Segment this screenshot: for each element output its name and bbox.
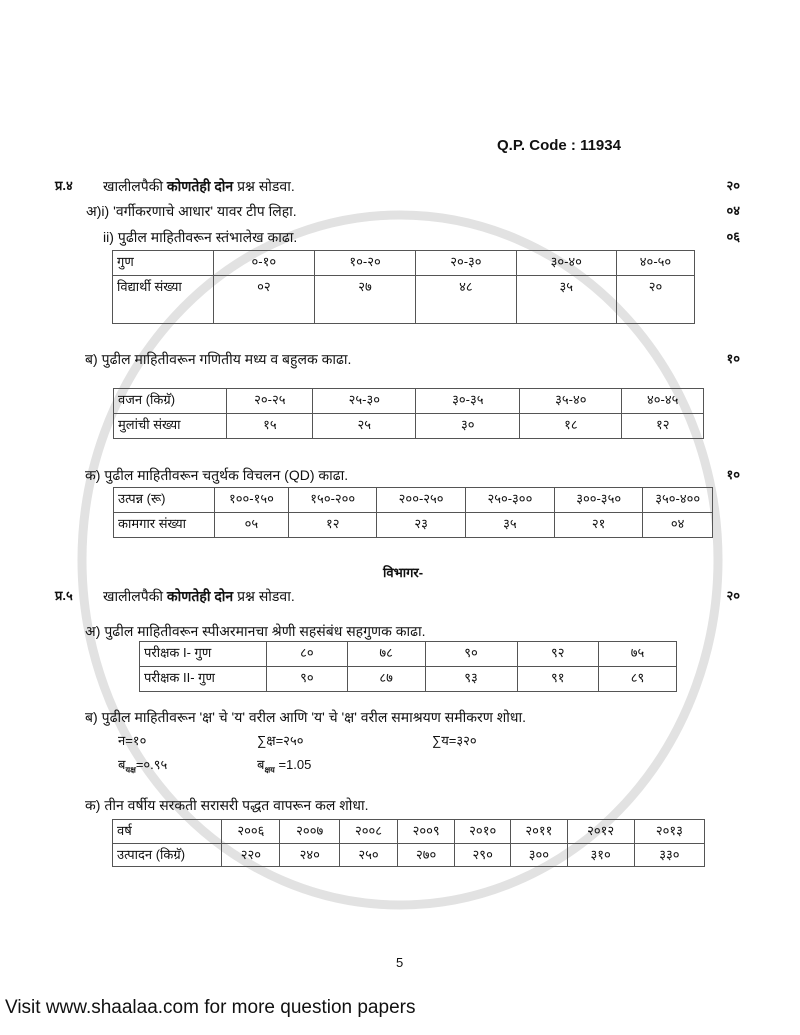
table-cell: ७५ bbox=[599, 642, 677, 667]
coef-val: =०.९५ bbox=[135, 757, 168, 772]
sum-x-value: ∑क्ष=२५० bbox=[257, 733, 304, 748]
table-cell: ३०० bbox=[511, 844, 568, 867]
table-row bbox=[113, 276, 695, 324]
table-row bbox=[140, 667, 677, 692]
table-cell: ८९ bbox=[599, 667, 677, 692]
table-cell: १५ bbox=[227, 414, 313, 439]
table-cell: ९३ bbox=[425, 667, 517, 692]
table-cell: २००६ bbox=[222, 820, 280, 844]
weight-children-table bbox=[113, 388, 704, 439]
q5-c-text: तीन वर्षीय सरकती सरासरी पद्धत वापरून कल शोधा. bbox=[104, 797, 369, 813]
q4-a-i-label: अ)i) bbox=[86, 203, 110, 219]
instruction-bold: कोणतेही दोन bbox=[166, 178, 234, 194]
table-cell: १५०-२०० bbox=[289, 488, 377, 513]
table-cell: ३१० bbox=[567, 844, 634, 867]
table-cell: २५-३० bbox=[313, 389, 416, 414]
row-header-cell: मुलांची संख्या bbox=[114, 414, 227, 439]
q5-a-text: पुढील माहितीवरून स्पीअरमानचा श्रेणी सहसंबंध सहगुणक काढा. bbox=[104, 623, 426, 639]
table-cell: ९० bbox=[267, 667, 348, 692]
table-cell: २५०-३०० bbox=[465, 488, 554, 513]
section-title: विभागर- bbox=[383, 565, 424, 580]
table-cell: ३५०-४०० bbox=[643, 488, 713, 513]
q4-a-ii-label: ii) bbox=[103, 229, 114, 245]
coef-base: ब bbox=[257, 757, 265, 772]
row-header-cell: परीक्षक II- गुण bbox=[140, 667, 267, 692]
table-cell: ३००-३५० bbox=[554, 488, 642, 513]
q4-b-label: ब) bbox=[85, 351, 98, 367]
instruction-text: खालीलपैकी bbox=[103, 178, 167, 194]
instruction-text: प्रश्न सोडवा. bbox=[233, 178, 295, 194]
table-cell: १०-२० bbox=[314, 251, 415, 276]
table-cell: ३५ bbox=[516, 276, 616, 324]
table-row bbox=[114, 389, 704, 414]
q4-c-text: पुढील माहितीवरून चतुर्थक विचलन (QD) काढा. bbox=[104, 467, 349, 483]
table-cell: ३३० bbox=[634, 844, 704, 867]
row-header-cell: उत्पन्न (रू) bbox=[114, 488, 215, 513]
table-cell: २०-३० bbox=[416, 251, 516, 276]
table-cell: २००९ bbox=[398, 820, 455, 844]
coef-sub: क्षय bbox=[264, 765, 275, 775]
table-cell: ३५ bbox=[465, 513, 554, 538]
q5-instruction bbox=[103, 587, 714, 605]
q4-a-i-text: 'वर्गीकरणाचे आधार' यावर टीप लिहा. bbox=[113, 203, 297, 219]
table-cell: ०५ bbox=[214, 513, 288, 538]
q4-a-ii-marks: ०६ bbox=[726, 229, 740, 244]
table-row bbox=[114, 513, 713, 538]
table-row bbox=[113, 820, 705, 844]
q4-number: प्र.४ bbox=[55, 178, 73, 193]
table-cell: २५० bbox=[339, 844, 397, 867]
q4-line bbox=[0, 177, 740, 202]
bxy-value bbox=[257, 756, 311, 796]
q4-marks: २० bbox=[726, 178, 740, 193]
instruction-text: खालीलपैकी bbox=[103, 588, 167, 604]
q5-b-text: पुढील माहितीवरून 'क्ष' चे 'य' वरील आणि 'य' चे 'क्ष' वरील समाश्रयण समीकरण शोधा. bbox=[101, 709, 527, 725]
table-cell: २४० bbox=[280, 844, 340, 867]
table-row bbox=[114, 488, 713, 513]
table-cell: २७ bbox=[314, 276, 415, 324]
q4-b-text: पुढील माहितीवरून गणितीय मध्य व बहुलक काढा. bbox=[101, 351, 352, 367]
q4-a-ii-text: पुढील माहितीवरून स्तंभालेख काढा. bbox=[117, 229, 298, 245]
q4-c-label: क) bbox=[85, 467, 101, 483]
row-header-cell: वजन (किग्रॅ) bbox=[114, 389, 227, 414]
row-header-cell: उत्पादन (किग्रॅ) bbox=[113, 844, 222, 867]
table-cell: १२ bbox=[622, 414, 704, 439]
q5-c-line bbox=[0, 796, 740, 819]
table-cell: २०१२ bbox=[567, 820, 634, 844]
q4-a-ii-line bbox=[0, 228, 740, 250]
qp-code: Q.P. Code : 11934 bbox=[497, 137, 621, 154]
coef-base: ब bbox=[118, 757, 126, 772]
table-cell: ०-१० bbox=[213, 251, 314, 276]
instruction-bold: कोणतेही दोन bbox=[166, 588, 234, 604]
q5-a-line bbox=[0, 622, 740, 641]
q5-marks: २० bbox=[726, 588, 740, 603]
table-cell: ९१ bbox=[517, 667, 598, 692]
q4-b-line bbox=[0, 350, 740, 388]
table-cell: ३० bbox=[416, 414, 520, 439]
table-cell: ८० bbox=[267, 642, 348, 667]
table-cell: ९२ bbox=[517, 642, 598, 667]
table-cell: २०-२५ bbox=[227, 389, 313, 414]
table-row bbox=[114, 414, 704, 439]
marks-students-table bbox=[112, 250, 695, 324]
table-cell: २१ bbox=[554, 513, 642, 538]
table-cell: २५ bbox=[313, 414, 416, 439]
table-cell: २०११ bbox=[511, 820, 568, 844]
table-cell: ३०-४० bbox=[516, 251, 616, 276]
q4-a-i-line bbox=[0, 202, 740, 228]
row-header-cell: वर्ष bbox=[113, 820, 222, 844]
table-row bbox=[113, 844, 705, 867]
q5-line bbox=[0, 587, 740, 622]
page-number: 5 bbox=[396, 955, 404, 970]
byx-value bbox=[118, 756, 257, 796]
table-cell: २००८ bbox=[339, 820, 397, 844]
table-cell: २९० bbox=[455, 844, 511, 867]
q5-b-label: ब) bbox=[85, 709, 98, 725]
table-cell: ०२ bbox=[213, 276, 314, 324]
table-cell: ३५-४० bbox=[520, 389, 622, 414]
table-row bbox=[140, 642, 677, 667]
q5-a-label: अ) bbox=[85, 623, 101, 639]
table-cell: २३ bbox=[377, 513, 465, 538]
q5-b-line bbox=[0, 708, 740, 732]
coef-val: =1.05 bbox=[274, 757, 312, 772]
table-cell: १८ bbox=[520, 414, 622, 439]
table-cell: १२ bbox=[289, 513, 377, 538]
table-cell: ४०-४५ bbox=[622, 389, 704, 414]
table-cell: २०१३ bbox=[634, 820, 704, 844]
table-cell: २७० bbox=[398, 844, 455, 867]
q4-a-i-marks: ०४ bbox=[726, 203, 740, 218]
sum-y-value: ∑य=३२० bbox=[432, 733, 477, 748]
table-cell: ३०-३५ bbox=[416, 389, 520, 414]
row-header-cell: कामगार संख्या bbox=[114, 513, 215, 538]
row-header-cell: परीक्षक I- गुण bbox=[140, 642, 267, 667]
income-workers-table bbox=[113, 487, 713, 538]
row-header-cell: गुण bbox=[113, 251, 214, 276]
table-cell: २००७ bbox=[280, 820, 340, 844]
examiner-scores-table bbox=[139, 641, 677, 692]
q4-c-line bbox=[0, 466, 740, 487]
n-value: न=१० bbox=[118, 733, 147, 748]
table-cell: ४०-५० bbox=[616, 251, 694, 276]
table-cell: २२० bbox=[222, 844, 280, 867]
year-production-table bbox=[112, 819, 705, 867]
footer-promo-link[interactable]: Visit www.shaalaa.com for more question papers bbox=[5, 997, 416, 1018]
table-cell: ९० bbox=[425, 642, 517, 667]
q5-c-label: क) bbox=[85, 797, 101, 813]
table-cell: २० bbox=[616, 276, 694, 324]
table-cell: ७८ bbox=[347, 642, 425, 667]
table-cell: ४८ bbox=[416, 276, 516, 324]
q4-instruction bbox=[103, 177, 714, 195]
table-cell: १००-१५० bbox=[214, 488, 288, 513]
coef-sub: यक्ष bbox=[125, 765, 136, 775]
q5-number: प्र.५ bbox=[55, 588, 73, 603]
given-values-row bbox=[118, 732, 800, 756]
row-header-cell: विद्यार्थी संख्या bbox=[113, 276, 214, 324]
coefficients-row bbox=[118, 756, 800, 796]
q4-b-marks: १० bbox=[726, 351, 740, 366]
q4-c-marks: १० bbox=[726, 467, 740, 482]
table-cell: ८७ bbox=[347, 667, 425, 692]
instruction-text: प्रश्न सोडवा. bbox=[233, 588, 295, 604]
table-cell: २०१० bbox=[455, 820, 511, 844]
table-cell: २००-२५० bbox=[377, 488, 465, 513]
table-cell: ०४ bbox=[643, 513, 713, 538]
table-row bbox=[113, 251, 695, 276]
